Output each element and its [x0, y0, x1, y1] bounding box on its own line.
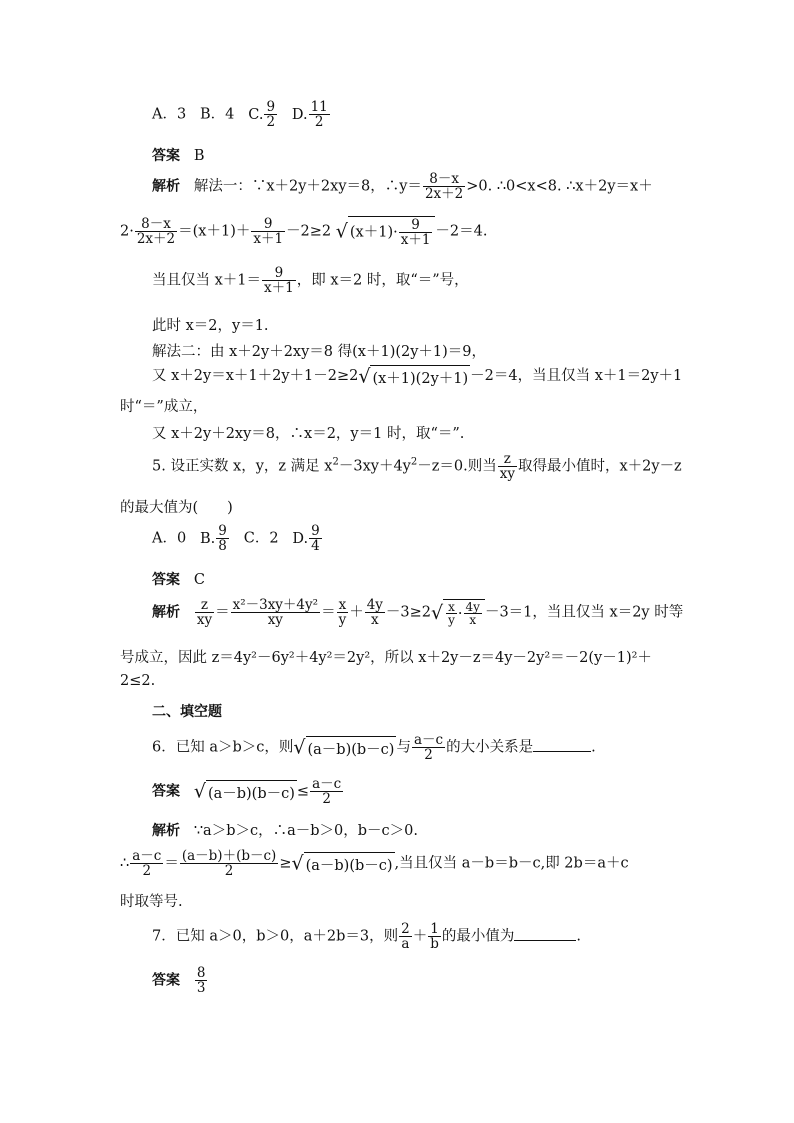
answer-label: 答案 — [152, 972, 180, 989]
option-a: A．0 — [152, 530, 187, 547]
q6-analysis-line2: ∴ $\frac{a-c}{2}$ ＝ $\frac{(a-b)+(b-c)}{2}$ ≥√ (a－b)(b－c) ,当且仅当 a－b＝b－c,即 2b＝a＋c — [120, 848, 629, 880]
q4-analysis-line6: 又 x＋2y＝x＋1＋2y＋1－2≥2√ (x＋1)(2y＋1) －2＝4，当且仅当 x＋1＝2y＋1 — [152, 365, 683, 387]
q4-analysis-line3: 当且仅当 x＋1＝ $\frac{9}{x+1}$ ，即 x＝2 时，取“＝”号， — [152, 265, 469, 297]
answer-label: 答案 — [152, 783, 180, 800]
answer-value: C — [193, 572, 205, 588]
analysis-label: 解析 — [152, 178, 180, 195]
answer-label: 答案 — [152, 148, 180, 164]
q7-stem: 7．已知 a＞0，b＞0，a＋2b＝3，则 $\frac{2}{a}$ ＋ $\frac{1}{b}$ 的最小值为 . — [152, 921, 581, 953]
section-heading: 二、填空题 — [152, 704, 222, 720]
q4-analysis-line1: 解析 解法一：∵x＋2y＋2xy＝8，∴y＝ $\frac{8-x}{2x+2}$ >0. ∴0<x<8. ∴x＋2y＝x＋ — [152, 171, 653, 203]
q4-analysis-line8: 又 x＋2y＋2xy＝8，∴x＝2，y＝1 时，取“＝”. — [152, 426, 465, 442]
q6-answer: 答案 √ (a－b)(b－c) ≤ $\frac{a-c}{2}$ — [152, 776, 342, 808]
sqrt-expression: √ (x＋1)· $\frac{9}{x+1}$ — [336, 216, 436, 247]
q7-answer — [152, 966, 208, 995]
answer-value: $\frac{8}{3}$ — [196, 965, 206, 997]
q6-stem: 6．已知 a＞b＞c，则√ (a－b)(b－c) 与 $\frac{a-c}{2}$ 的大小关系是 . — [152, 732, 596, 764]
option-d: D. $\frac{9}{4}$ — [292, 523, 320, 555]
analysis-label: 解析 — [152, 823, 180, 839]
option-b: B. $\frac{9}{8}$ — [200, 523, 227, 555]
q5-stem2: 的最大值为( ) — [120, 500, 233, 516]
q4-analysis-line5: 解法二：由 x＋2y＋2xy＝8 得(x＋1)(2y＋1)＝9， — [152, 344, 487, 360]
q6-analysis-line3: 时取等号. — [120, 894, 183, 910]
option-b: B．4 — [200, 106, 235, 123]
q4-analysis-line7: 时“＝”成立， — [120, 399, 208, 415]
option-a: A．3 — [152, 106, 187, 123]
q4-options — [152, 100, 331, 129]
q4-analysis-line4: 此时 x＝2，y＝1. — [152, 318, 269, 334]
analysis-label: 解析 — [152, 604, 180, 621]
q5-answer — [152, 569, 205, 589]
q6-analysis-line1: 解析 ∵a＞b＞c，∴a－b＞0，b－c＞0. — [152, 823, 418, 839]
q5-analysis-line3: 2≤2. — [120, 673, 156, 689]
answer-label: 答案 — [152, 572, 180, 588]
option-d: D. $\frac{11}{2}$ — [291, 99, 328, 131]
answer-value: B — [193, 148, 205, 164]
option-c: C. $\frac{9}{2}$ — [248, 99, 276, 131]
q5-analysis-line2: 号成立，因此 z＝4y²－6y²＋4y²＝2y²，所以 x＋2y－z＝4y－2y²＝－2(y－1)²＋ — [120, 650, 652, 666]
q4-analysis-line2: 2· $\frac{8-x}{2x+2}$ ＝(x＋1)＋ $\frac{9}{x+1}$ －2≥2 √ (x＋1)· $\frac{9}{x+1}$ －2＝4. — [120, 216, 488, 249]
q5-analysis-line1: 解析 $\frac{z}{xy}$ ＝ $\frac{\text{x²－3xy＋4y²}}{xy}$ ＝ $\frac{x}{y}$ ＋ $\frac{4y}{x}$ －3≥2√ $\frac{x}{y}$ · $\frac{4y}{x}$ －3＝1，当且仅当 x＝2y 时等 — [152, 597, 684, 629]
q5-options — [152, 524, 323, 553]
q4-answer — [152, 145, 204, 165]
option-c: C．2 — [243, 530, 279, 547]
q5-stem: 5. 设正实数 x，y，z 满足 $x^2-3xy+4y^2-z=0$.则当 $\frac{z}{xy}$ 取得最小值时，x＋2y－z — [152, 451, 682, 483]
answer-blank — [533, 739, 591, 752]
answer-blank — [514, 928, 576, 941]
